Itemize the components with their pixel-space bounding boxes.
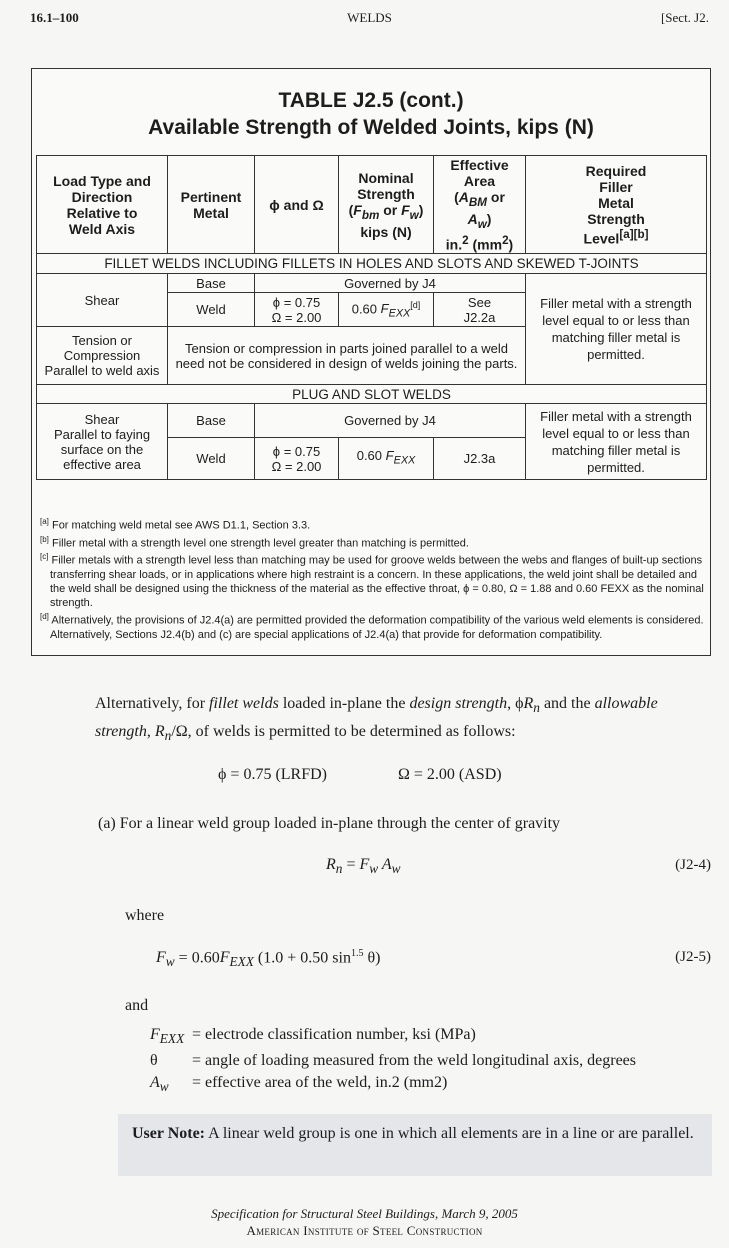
- symbol-aw: $A_w$: [150, 1074, 169, 1095]
- footnote-c-text: Filler metals with a strength level less than matching may be used for groove welds between the webs and flanges of built-up sections transferring shear loads, or in applications where high restraint is a concern. In these applications, the weld joint shall be detailed and the weld shall be designed using the thickness of the material as the effective throat, ϕ = 0.80, Ω = 1.88 and 0.60 FEXX as the nominal strength.: [50, 554, 704, 609]
- footnote-b-text: Filler metal with a strength level one strength level greater than matching is permitted.: [51, 537, 469, 550]
- table-title: [32, 87, 710, 141]
- phi-omega-plug: [255, 438, 339, 480]
- equation-j2-5: $F_w = 0.60F_{EXX}$ (1.0 + 0.50 $\sin^{1.5} \theta$): [156, 948, 381, 970]
- user-note-text: A linear weld group is one in which all elements are in a line or are parallel.: [208, 1125, 694, 1142]
- fillet-nominal-strength: 0.60 $F_{EXX}[d]$: [339, 293, 434, 327]
- col-effective-area: Effective Area ($A_{BM}$ or $A_w$) in.$^2$ $(mm^2)$: [434, 156, 526, 254]
- definition-fexx: [150, 1024, 636, 1050]
- table-title-line1: TABLE J2.5 (cont.): [278, 89, 464, 112]
- plug-nominal-strength: 0.60 $F_{EXX}$: [339, 438, 434, 480]
- col-required-filler: Required Filler Metal Strength Level[a][b]: [526, 156, 707, 254]
- tension-label-text: Tension or Compression: [63, 333, 141, 364]
- footer-spec-title: Specification for Structural Steel Buildings, March 9, 2005: [211, 1206, 518, 1221]
- governed-by-j4: Governed by J4: [255, 274, 526, 293]
- phi-omega-fillet: [255, 293, 339, 327]
- col-load-type: Load Type and Direction Relative to Weld Axis: [37, 156, 168, 254]
- band-fillet-welds: FILLET WELDS INCLUDING FILLETS IN HOLES AND SLOTS AND SKEWED T-JOINTS: [37, 254, 707, 274]
- table-title-line2: Available Strength of Welded Joints, kips (N): [148, 116, 594, 139]
- footer-publisher: American Institute of Steel Construction: [246, 1223, 483, 1238]
- plug-shear-label: [37, 404, 168, 480]
- user-note-label: User Note:: [132, 1125, 206, 1142]
- page-header: [30, 10, 709, 30]
- footnote-d-text: Alternatively, the provisions of J2.4(a) are permitted provided the deformation compatibility of the various weld elements is considered. Alternatively, Sections J2.4(b) and (c) are special applications of J2.4(a) that provide for deformation compatibility.: [50, 614, 704, 641]
- footnote-b: [b] Filler metal with a strength level one strength level greater than matching is permitted.: [40, 534, 469, 550]
- plug-shear-text: Shear: [84, 411, 120, 427]
- filler-text-plug: Filler metal with a strength level equal to or less than matching filler metal is permitted.: [526, 404, 707, 480]
- col-nominal-strength: Nominal Strength ($F_{bm}$ or $F_w$) kips (N): [339, 156, 434, 254]
- running-title: WELDS: [347, 10, 392, 25]
- omega-value: Ω = 2.00: [271, 309, 322, 325]
- equation-phi-lrfd: ϕ = 0.75 (LRFD): [218, 766, 327, 783]
- plug-j2-3a: J2.3a: [434, 438, 526, 480]
- symbol-theta: θ: [150, 1052, 158, 1070]
- table-j2-5: [31, 68, 711, 656]
- filler-text-fillet: Filler metal with a strength level equal to or less than matching filler metal is permitted.: [526, 274, 707, 385]
- table-footnotes: [40, 515, 706, 642]
- footnote-a-text: For matching weld metal see AWS D1.1, Section 3.3.: [51, 519, 311, 532]
- base-label: Base: [168, 274, 255, 293]
- col-pertinent-metal: Pertinent Metal: [168, 156, 255, 254]
- section-reference: [Sect. J2.: [660, 10, 709, 25]
- tension-text: Tension or compression in parts joined parallel to a weld need not be considered in design of welds joining the parts.: [168, 327, 526, 385]
- equation-omega-asd: Ω = 2.00 (ASD): [398, 766, 502, 783]
- equation-number-j2-4: (J2-4): [675, 857, 711, 873]
- equation-j2-4: $R_n = F_w$ $A_w$: [326, 856, 401, 877]
- footnote-d: [d] Alternatively, the provisions of J2.4(a) are permitted provided the deformation compatibility of the various weld elements is considered. Alternatively, Sections J2.4(b) and (c) are special applications of J2.4(a) that provide for deformation compatibility.: [40, 611, 704, 641]
- plug-omega-value: Ω = 2.00: [271, 458, 322, 474]
- definition-theta-text: = angle of loading measured from the weld longitudinal axis, degrees: [192, 1052, 637, 1070]
- definition-fexx-text: = electrode classification number, ksi (MPa): [192, 1026, 476, 1043]
- col-phi-omega: ϕ and Ω: [255, 156, 339, 254]
- where-label: where: [125, 907, 165, 924]
- symbol-fexx: $F_{EXX}$: [150, 1026, 185, 1047]
- paragraph-fillet-alternative: Alternatively, for fillet welds loaded in-plane the design strength, $\phi R_n$ and the allowable strength, $R_n/\Omega$, of welds is permitted to be determined as follows:: [95, 695, 658, 744]
- plug-governed-by: Governed by J4: [255, 404, 526, 438]
- plug-weld-label: Weld: [168, 438, 255, 480]
- weld-strength-table: [36, 155, 707, 480]
- case-a-text: (a) For a linear weld group loaded in-plane through the center of gravity: [98, 815, 561, 832]
- band-plug-slot: PLUG AND SLOT WELDS: [37, 385, 707, 404]
- definitions-list: [150, 1024, 636, 1098]
- user-note: [118, 1114, 712, 1176]
- footnote-c: [c] Filler metals with a strength level less than matching may be used for groove welds between the webs and flanges of built-up sections transferring shear loads, or in applications where high restraint is a concern. In these applications, the weld joint shall be detailed and the weld shall be designed using the thickness of the material as the effective throat, ϕ = 0.80, Ω = 1.88 and 0.60 FEXX as the nominal strength.: [40, 552, 704, 609]
- equation-number-j2-5: (J2-5): [675, 949, 711, 965]
- weld-label: Weld: [168, 293, 255, 327]
- plug-base-label: Base: [168, 404, 255, 438]
- tension-sub-text: Parallel to weld axis: [44, 363, 160, 379]
- see-j2-2a: See J2.2a: [434, 293, 526, 327]
- definition-aw-text: = effective area of the weld, in.2 (mm2): [192, 1074, 448, 1092]
- and-label: and: [125, 997, 149, 1014]
- phi-value: ϕ = 0.75: [272, 294, 321, 310]
- page-footer: [0, 1205, 729, 1239]
- tension-compression-label: [37, 327, 168, 385]
- plug-shear-sub-text: Parallel to faying surface on the effective area: [53, 426, 151, 472]
- plug-phi-value: ϕ = 0.75: [272, 443, 321, 459]
- footnote-a: [a] For matching weld metal see AWS D1.1, Section 3.3.: [40, 517, 311, 532]
- shear-label: Shear: [37, 274, 168, 327]
- page-number: 16.1–100: [30, 10, 79, 25]
- header-row: [37, 156, 707, 254]
- definition-theta: [150, 1050, 636, 1072]
- definition-aw: [150, 1072, 636, 1098]
